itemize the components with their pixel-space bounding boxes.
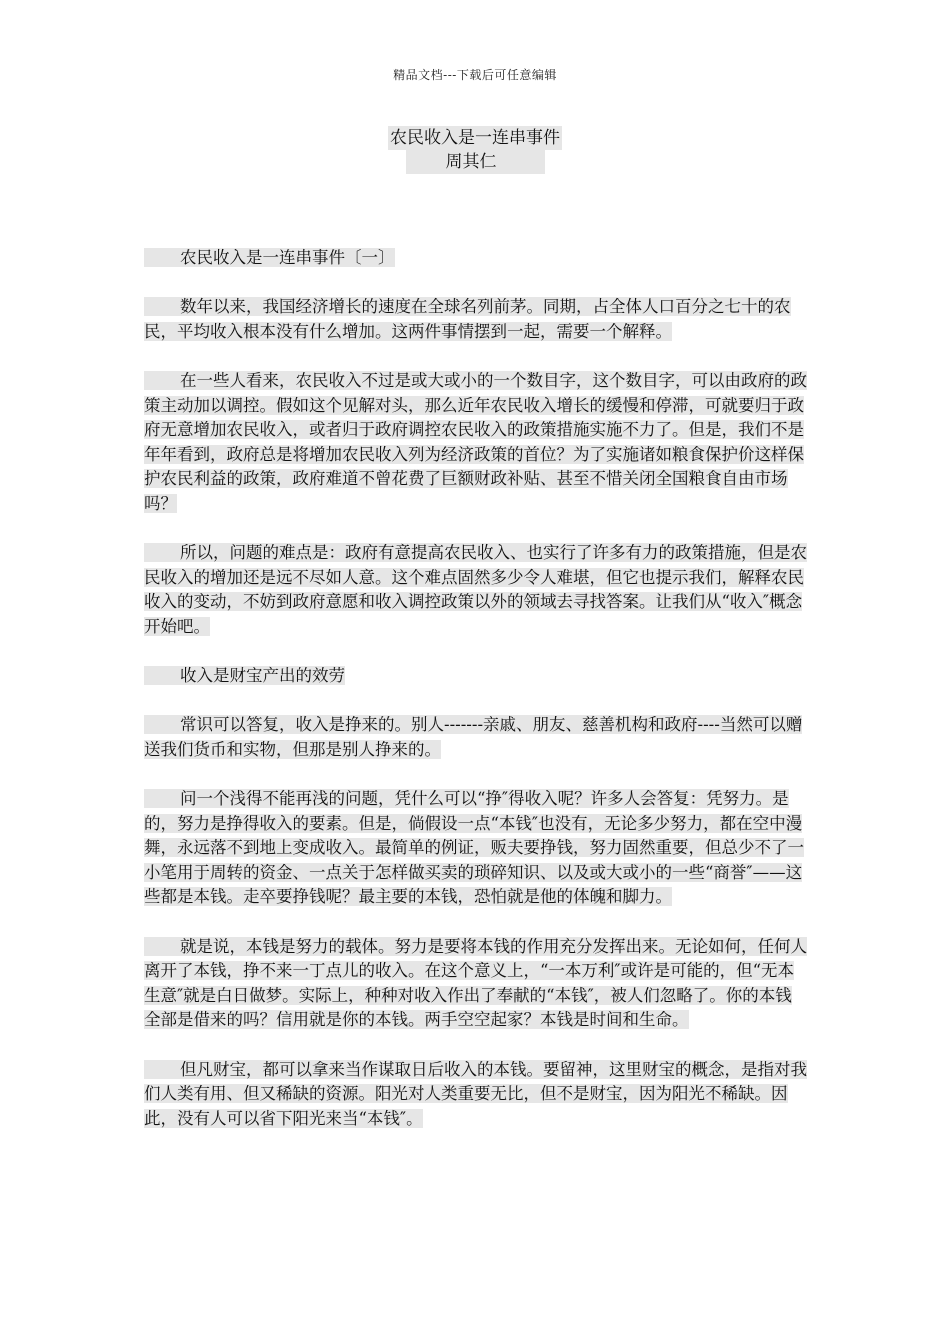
paragraph: 所以，问题的难点是：政府有意提高农民收入、也实行了许多有力的政策措施，但是农民收入的增加还是远不尽如人意。这个难点固然多少令人难堪，但它也提示我们，解释农民收入的变动，不妨到政府意愿和收入调控政策以外的领域去寻找答案。让我们从“收入″概念开始吧。	[144, 543, 807, 636]
paragraph: 就是说，本钱是努力的载体。努力是要将本钱的作用充分发挥出来。无论如何，任何人离开了本钱，挣不来一丁点儿的收入。在这个意义上，“一本万利″或许是可能的，但“无本生意″就是白日做梦。实际上，种种对收入作出了奉献的“本钱″，被人们忽略了。你的本钱全部是借来的吗？信用就是你的本钱。两手空空起家？本钱是时间和生命。	[144, 936, 807, 1030]
section-heading: 农民收入是一连串事件〔一〕	[144, 246, 808, 271]
document-title: 农民收入是一连串事件	[390, 128, 560, 148]
paragraph: 常识可以答复，收入是挣来的。别人-------亲戚、朋友、慈善机构和政府----当然可以赠送我们货币和实物，但那是别人挣来的。	[144, 715, 803, 759]
section-heading: 收入是财宝产出的效劳	[144, 664, 808, 689]
paragraph: 但凡财宝，都可以拿来当作谋取日后收入的本钱。要留神，这里财宝的概念，是指对我们人类有用、但又稀缺的资源。阳光对人类重要无比，但不是财宝，因为阳光不稀缺。因此，没有人可以省下阳光来当“本钱″。	[144, 1059, 807, 1128]
paragraph: 问一个浅得不能再浅的问题，凭什么可以“挣″得收入呢？许多人会答复：凭努力。是的，努力是挣得收入的要素。但是，倘假设一点“本钱″也没有，无论多少努力，都在空中漫舞，永远落不到地上变成收入。最简单的例证，贩夫要挣钱，努力固然重要，但总少不了一小笔用于周转的资金、一点关于怎样做买卖的琐碎知识、以及或大或小的一些“商誉″——这些都是本钱。走卒要挣钱呢？最主要的本钱，恐怕就是他的体魄和脚力。	[144, 789, 804, 907]
title-block	[0, 126, 950, 174]
page-header: 精品文档---下载后可任意编辑	[393, 68, 557, 82]
paragraph: 数年以来，我国经济增长的速度在全球名列前茅。同期，占全体人口百分之七十的农民，平均收入根本没有什么增加。这两件事情摆到一起，需要一个解释。	[144, 297, 791, 341]
document-body	[144, 246, 808, 1156]
document-author: 周其仁	[406, 150, 545, 174]
paragraph: 在一些人看来，农民收入不过是或大或小的一个数目字，这个数目字，可以由政府的政策主动加以调控。假如这个见解对头，那么近年农民收入增长的缓慢和停滞，可就要归于政府无意增加农民收入，或者归于政府调控农民收入的政策措施实施不力了。但是，我们不是年年看到，政府总是将增加农民收入列为经济政策的首位？为了实施诸如粮食保护价这样保护农民利益的政策，政府难道不曾花费了巨额财政补贴、甚至不惜关闭全国粮食自由市场吗？	[144, 370, 807, 513]
